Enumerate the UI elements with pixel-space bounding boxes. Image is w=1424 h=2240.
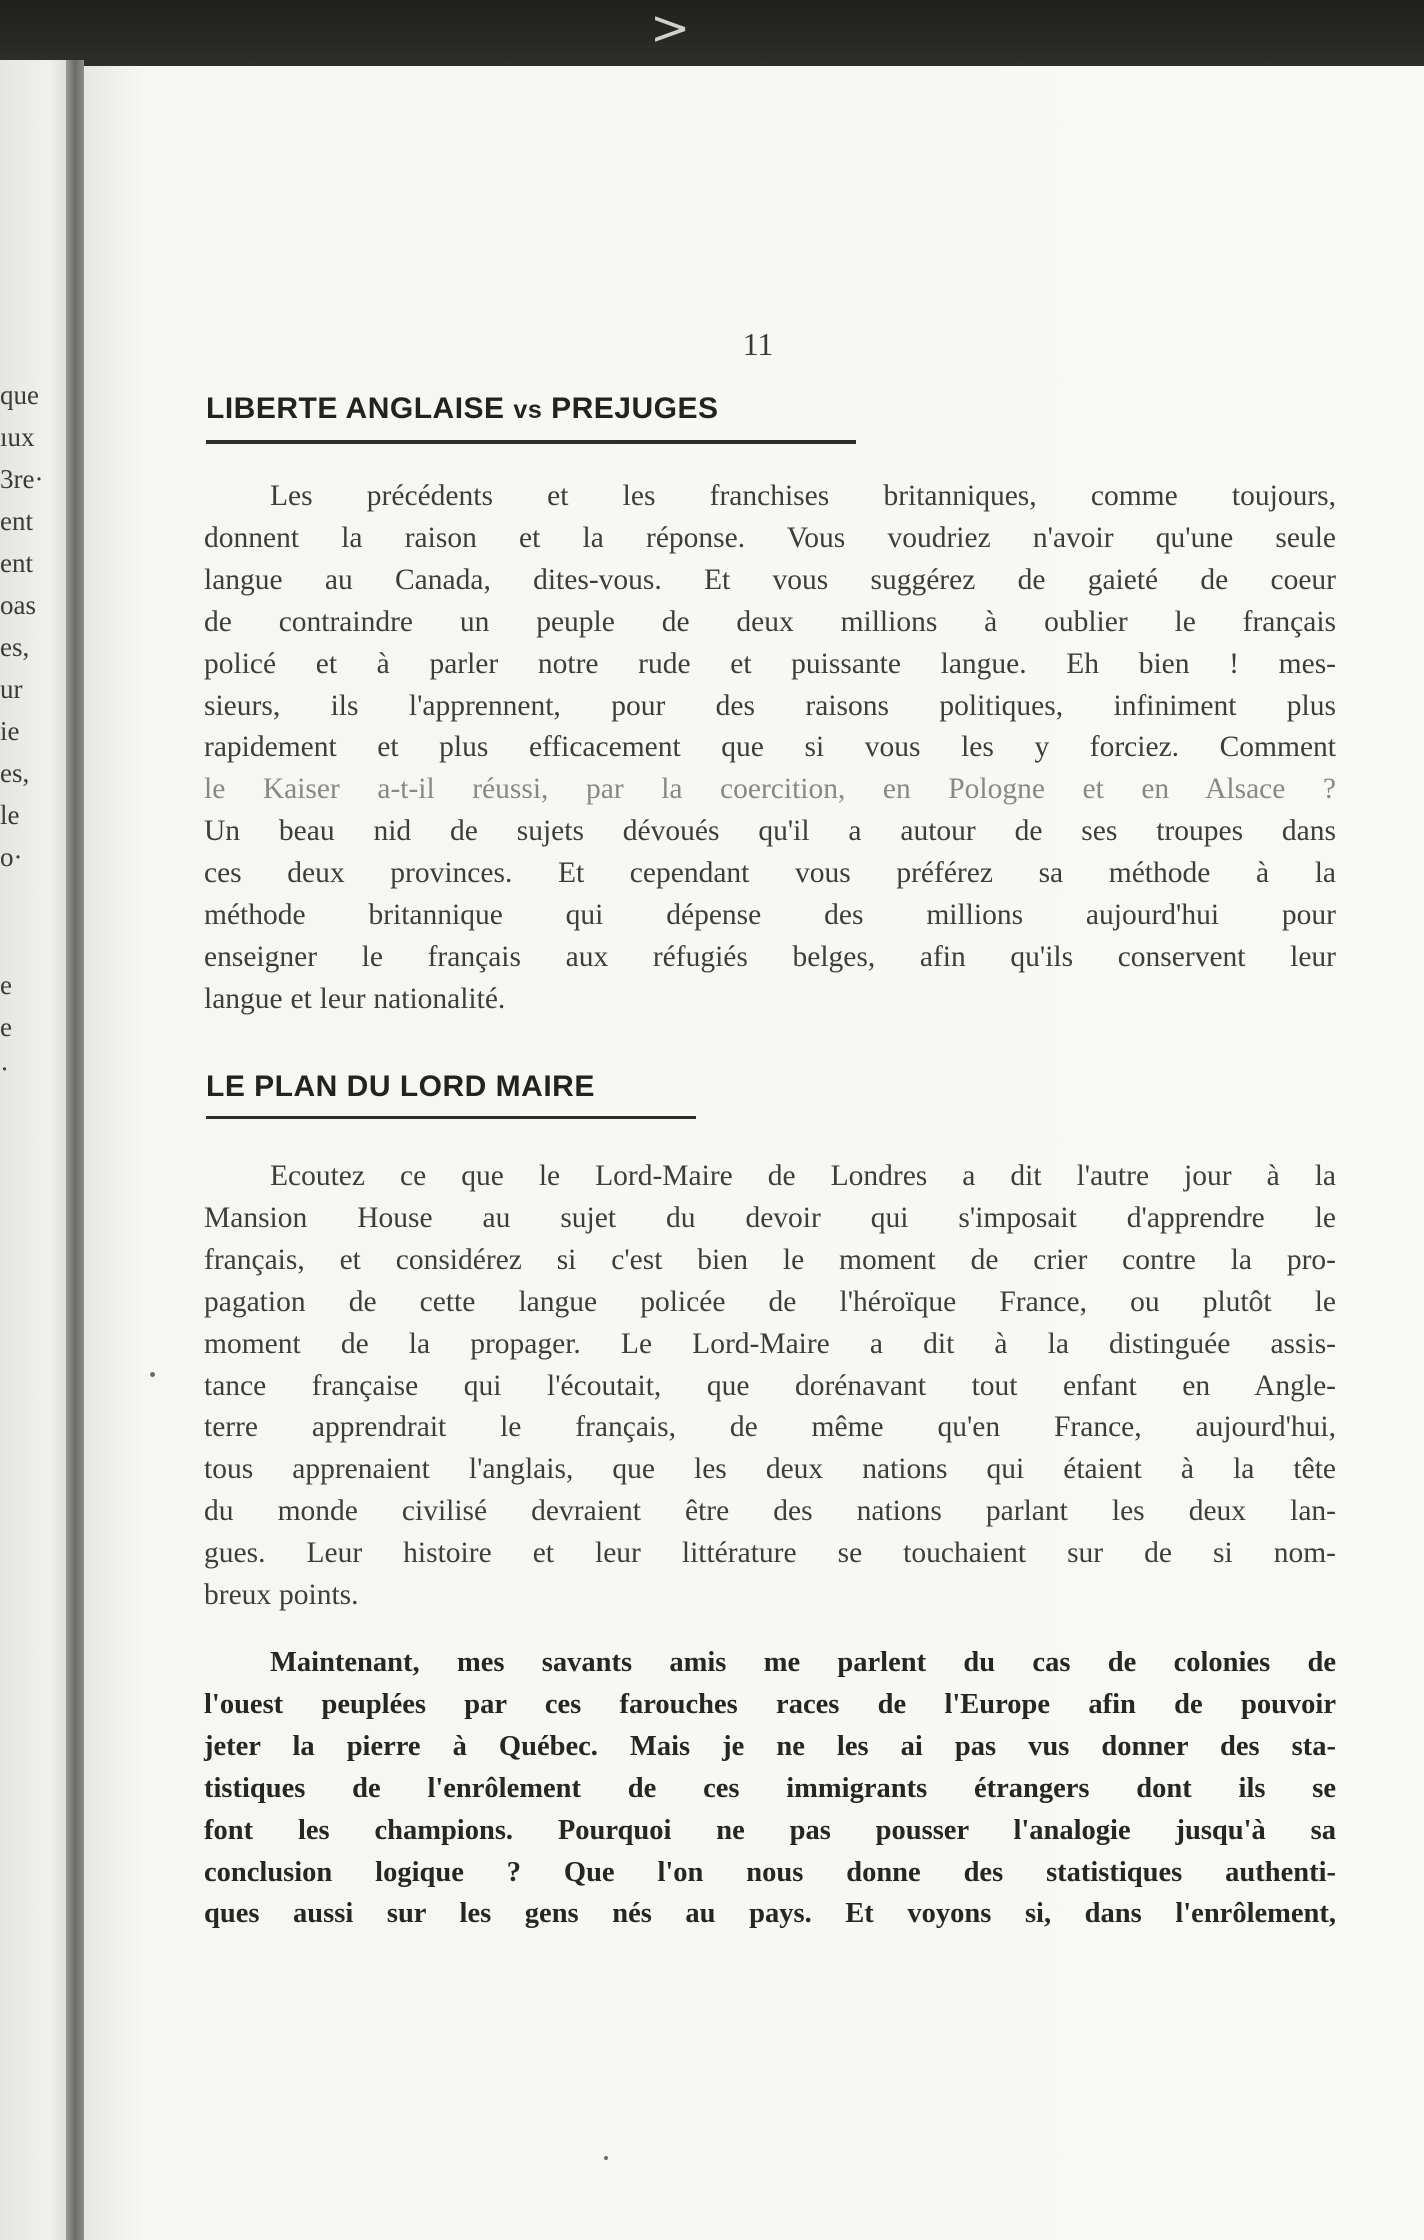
paragraph-plan-lord-maire [204, 1156, 1336, 1617]
top-edge-mark: > [650, 0, 691, 56]
text-line: rapidement et plus efficacement que si vous les y forciez. Comment [204, 731, 1336, 764]
heading-main: LIBERTE ANGLAISE [206, 392, 505, 425]
text-line: moment de la propager. Le Lord-Maire a dit à la distinguée assis- [204, 1327, 1336, 1360]
section-heading-liberte-anglaise [206, 392, 718, 426]
text-line: de contraindre un peuple de deux millions à oublier le français [204, 605, 1336, 638]
text-line: Ecoutez ce que le Lord-Maire de Londres a dit l'autre jour à la [270, 1160, 1336, 1192]
text-line: breux points. [204, 1579, 359, 1612]
text-line: gues. Leur histoire et leur littérature se touchaient sur de si nom- [204, 1537, 1336, 1570]
left-page-fragment: ur [0, 674, 23, 704]
text-line: tistiques de l'enrôlement de ces immigrants étrangers dont ils se [204, 1772, 1336, 1804]
left-page-fragment: ent [0, 506, 33, 536]
heading-end: PREJUGES [551, 392, 719, 425]
left-page-fragment: e [0, 1012, 12, 1042]
text-line: ques aussi sur les gens nés au pays. Et voyons si, dans l'enrôlement, [204, 1898, 1336, 1930]
text-line: langue et leur nationalité. [204, 982, 506, 1015]
page-gutter-shadow [66, 60, 84, 2240]
scan-top-border [0, 0, 1424, 70]
left-page-fragment: ent [0, 548, 33, 578]
text-line: terre apprendrait le français, de même qu'en France, aujourd'hui, [204, 1411, 1336, 1444]
text-line: enseigner le français aux réfugiés belges, afin qu'ils conservent leur [204, 940, 1336, 973]
left-page-fragment: 3re· [0, 464, 44, 494]
left-page-fragment: · [0, 1054, 9, 1084]
left-page-fragment: o· [0, 842, 23, 872]
text-line: Maintenant, mes savants amis me parlent du cas de colonies de [270, 1647, 1336, 1678]
document-page [84, 66, 1424, 2240]
text-line: l'ouest peuplées par ces farouches races de l'Europe afin de pouvoir [204, 1688, 1336, 1720]
heading-underline [206, 440, 856, 444]
left-page-fragment: es, [0, 632, 30, 662]
previous-page-edge [0, 60, 70, 2240]
text-line: Les précédents et les franchises britanniques, comme toujours, [270, 480, 1336, 512]
text-line: langue au Canada, dites-vous. Et vous suggérez de gaieté de coeur [204, 563, 1336, 596]
text-line: ces deux provinces. Et cependant vous préférez sa méthode à la [204, 857, 1336, 890]
text-line: sieurs, ils l'apprennent, pour des raisons politiques, infiniment plus [204, 689, 1336, 722]
text-line: tance française qui l'écoutait, que dorénavant tout enfant en Angle- [204, 1369, 1336, 1402]
text-line: méthode britannique qui dépense des millions aujourd'hui pour [204, 899, 1336, 932]
left-page-fragment: que [0, 380, 39, 410]
paragraph-maintenant [204, 1642, 1336, 1935]
text-line: jeter la pierre à Québec. Mais je ne les ai pas vus donner des sta- [204, 1730, 1336, 1762]
page-number: 11 [742, 326, 774, 362]
paper-speck [604, 2156, 608, 2160]
left-page-fragment: ıux [0, 422, 35, 452]
text-line: Mansion House au sujet du devoir qui s'imposait d'apprendre le [204, 1201, 1336, 1234]
text-line: le Kaiser a-t-il réussi, par la coercition, en Pologne et en Alsace ? [204, 773, 1336, 806]
text-line: tous apprenaient l'anglais, que les deux nations qui étaient à la tête [204, 1453, 1336, 1486]
left-page-fragment: ie [0, 716, 20, 746]
text-line: Un beau nid de sujets dévoués qu'il a autour de ses troupes dans [204, 815, 1336, 848]
heading-vs: vs [513, 396, 543, 424]
text-line: policé et à parler notre rude et puissante langue. Eh bien ! mes- [204, 647, 1336, 680]
heading-underline [206, 1116, 696, 1119]
left-page-fragment: oas [0, 590, 36, 620]
text-line: français, et considérez si c'est bien le moment de crier contre la pro- [204, 1243, 1336, 1276]
paragraph-liberte-anglaise [204, 476, 1336, 1021]
left-page-fragment: es, [0, 758, 30, 788]
text-line: conclusion logique ? Que l'on nous donne des statistiques authenti- [204, 1856, 1336, 1888]
left-page-fragment: e [0, 970, 12, 1000]
left-page-fragment: le [0, 800, 20, 830]
text-line: font les champions. Pourquoi ne pas pousser l'analogie jusqu'à sa [204, 1814, 1336, 1846]
text-line: du monde civilisé devraient être des nations parlant les deux lan- [204, 1495, 1336, 1528]
text-line: pagation de cette langue policée de l'héroïque France, ou plutôt le [204, 1285, 1336, 1318]
section-heading-plan-lord-maire: LE PLAN DU LORD MAIRE [206, 1070, 595, 1103]
paper-speck [150, 1372, 155, 1377]
text-line: donnent la raison et la réponse. Vous voudriez n'avoir qu'une seule [204, 521, 1336, 554]
